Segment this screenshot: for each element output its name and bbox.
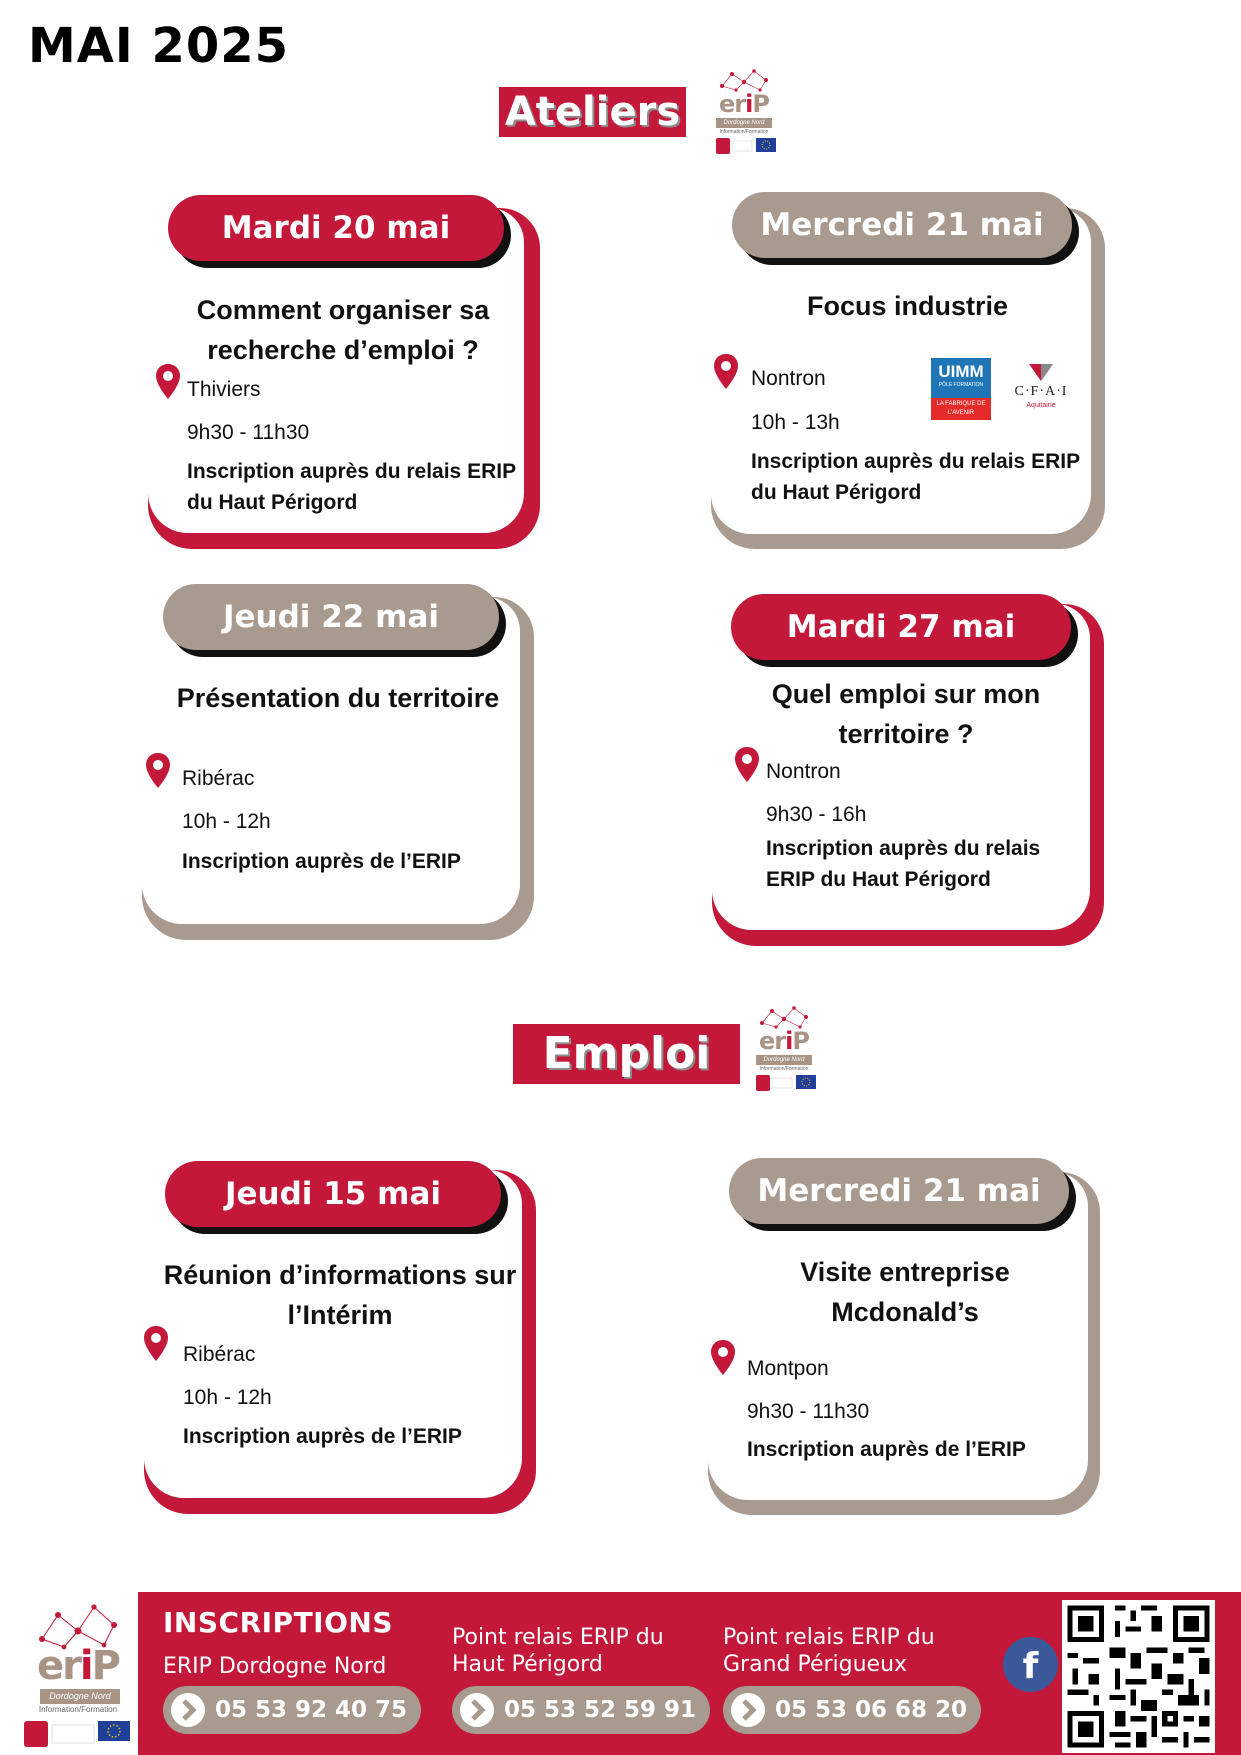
card-time: 10h - 13h [751, 411, 840, 434]
erip-footer-logo: eriP Dordogne Nord Information/Formation [22, 1601, 134, 1751]
qr-code-icon [1062, 1600, 1215, 1753]
chevron-right-icon [731, 1693, 765, 1727]
card-registration: Inscription auprès du relais ERIP du Haut Périgord [766, 837, 1041, 891]
contact-label: ERIP Dordogne Nord [163, 1654, 387, 1679]
card-title: Réunion d’informations sur l’Intérim [163, 1260, 517, 1330]
phone-button[interactable] [163, 1686, 421, 1734]
erip-logo: eriP Dordogne Nord Information/Formation [708, 68, 780, 160]
phone-button[interactable] [452, 1686, 710, 1734]
location-pin-icon [143, 1325, 169, 1363]
card-registration: Inscription auprès de l’ERIP [747, 1438, 1026, 1461]
location-pin-icon [145, 752, 171, 790]
card-registration: Inscription auprès de l’ERIP [183, 1425, 462, 1448]
location-pin-icon [713, 353, 739, 391]
card-time: 10h - 12h [182, 810, 271, 833]
card-location: Montpon [747, 1357, 829, 1380]
phone-number: 05 53 52 59 91 [504, 1697, 697, 1723]
card-title: Visite entreprise Mcdonald’s [800, 1257, 1010, 1327]
card-title: Quel emploi sur mon territoire ? [771, 679, 1041, 749]
date-pill: Mercredi 21 mai [729, 1158, 1069, 1224]
chevron-right-icon [171, 1693, 205, 1727]
date-pill: Mercredi 21 mai [732, 192, 1072, 258]
card-time: 10h - 12h [183, 1386, 272, 1409]
phone-number: 05 53 92 40 75 [215, 1697, 408, 1723]
section-title-emploi: Emploi [513, 1024, 740, 1084]
card-title: Présentation du territoire [176, 683, 500, 713]
triangle-icon [1028, 362, 1054, 382]
phone-button[interactable] [723, 1686, 981, 1734]
card-registration: Inscription auprès du relais ERIP du Haut Périgord [751, 450, 1080, 504]
erip-logo: eriP Dordogne Nord Information/Formation [748, 1005, 820, 1097]
date-pill: Mardi 27 mai [731, 594, 1071, 660]
location-pin-icon [155, 363, 181, 401]
facebook-icon[interactable]: f [1003, 1637, 1058, 1692]
card-title: Comment organiser sa recherche d’emploi ? [196, 295, 490, 365]
card-location: Nontron [751, 367, 826, 390]
region-eu-badges-icon [756, 1075, 816, 1091]
card-time: 9h30 - 11h30 [187, 421, 310, 444]
footer-heading: INSCRIPTIONS [163, 1606, 393, 1639]
location-pin-icon [710, 1339, 736, 1377]
date-pill: Jeudi 15 mai [165, 1161, 501, 1227]
uimm-logo: UIMM PÔLE FORMATION LA FABRIQUE DE L’AVENIR [931, 358, 991, 420]
card-time: 9h30 - 16h [766, 803, 867, 826]
card-time: 9h30 - 11h30 [747, 1400, 870, 1423]
card-location: Ribérac [182, 767, 255, 790]
card-registration: Inscription auprès de l’ERIP [182, 850, 461, 873]
contact-label: Point relais ERIP du Grand Périgueux [723, 1625, 935, 1677]
contact-label: Point relais ERIP du Haut Périgord [452, 1625, 664, 1677]
region-eu-badges-icon [24, 1719, 132, 1749]
qr-code[interactable] [1062, 1600, 1215, 1753]
cfai-logo: C·F·A·I Aquitaine [1006, 362, 1076, 416]
phone-number: 05 53 06 68 20 [775, 1697, 968, 1723]
card-location: Nontron [766, 760, 841, 783]
month-title: MAI 2025 [28, 18, 290, 74]
card-title: Focus industrie [806, 291, 1009, 321]
region-eu-badges-icon [716, 138, 776, 154]
date-pill: Mardi 20 mai [168, 195, 504, 261]
card-registration: Inscription auprès du relais ERIP du Haut Périgord [187, 460, 516, 514]
card-location: Thiviers [187, 378, 261, 401]
section-title-ateliers: Ateliers [499, 87, 686, 137]
card-location: Ribérac [183, 1343, 256, 1366]
location-pin-icon [734, 746, 760, 784]
chevron-right-icon [460, 1693, 494, 1727]
date-pill: Jeudi 22 mai [163, 584, 499, 650]
